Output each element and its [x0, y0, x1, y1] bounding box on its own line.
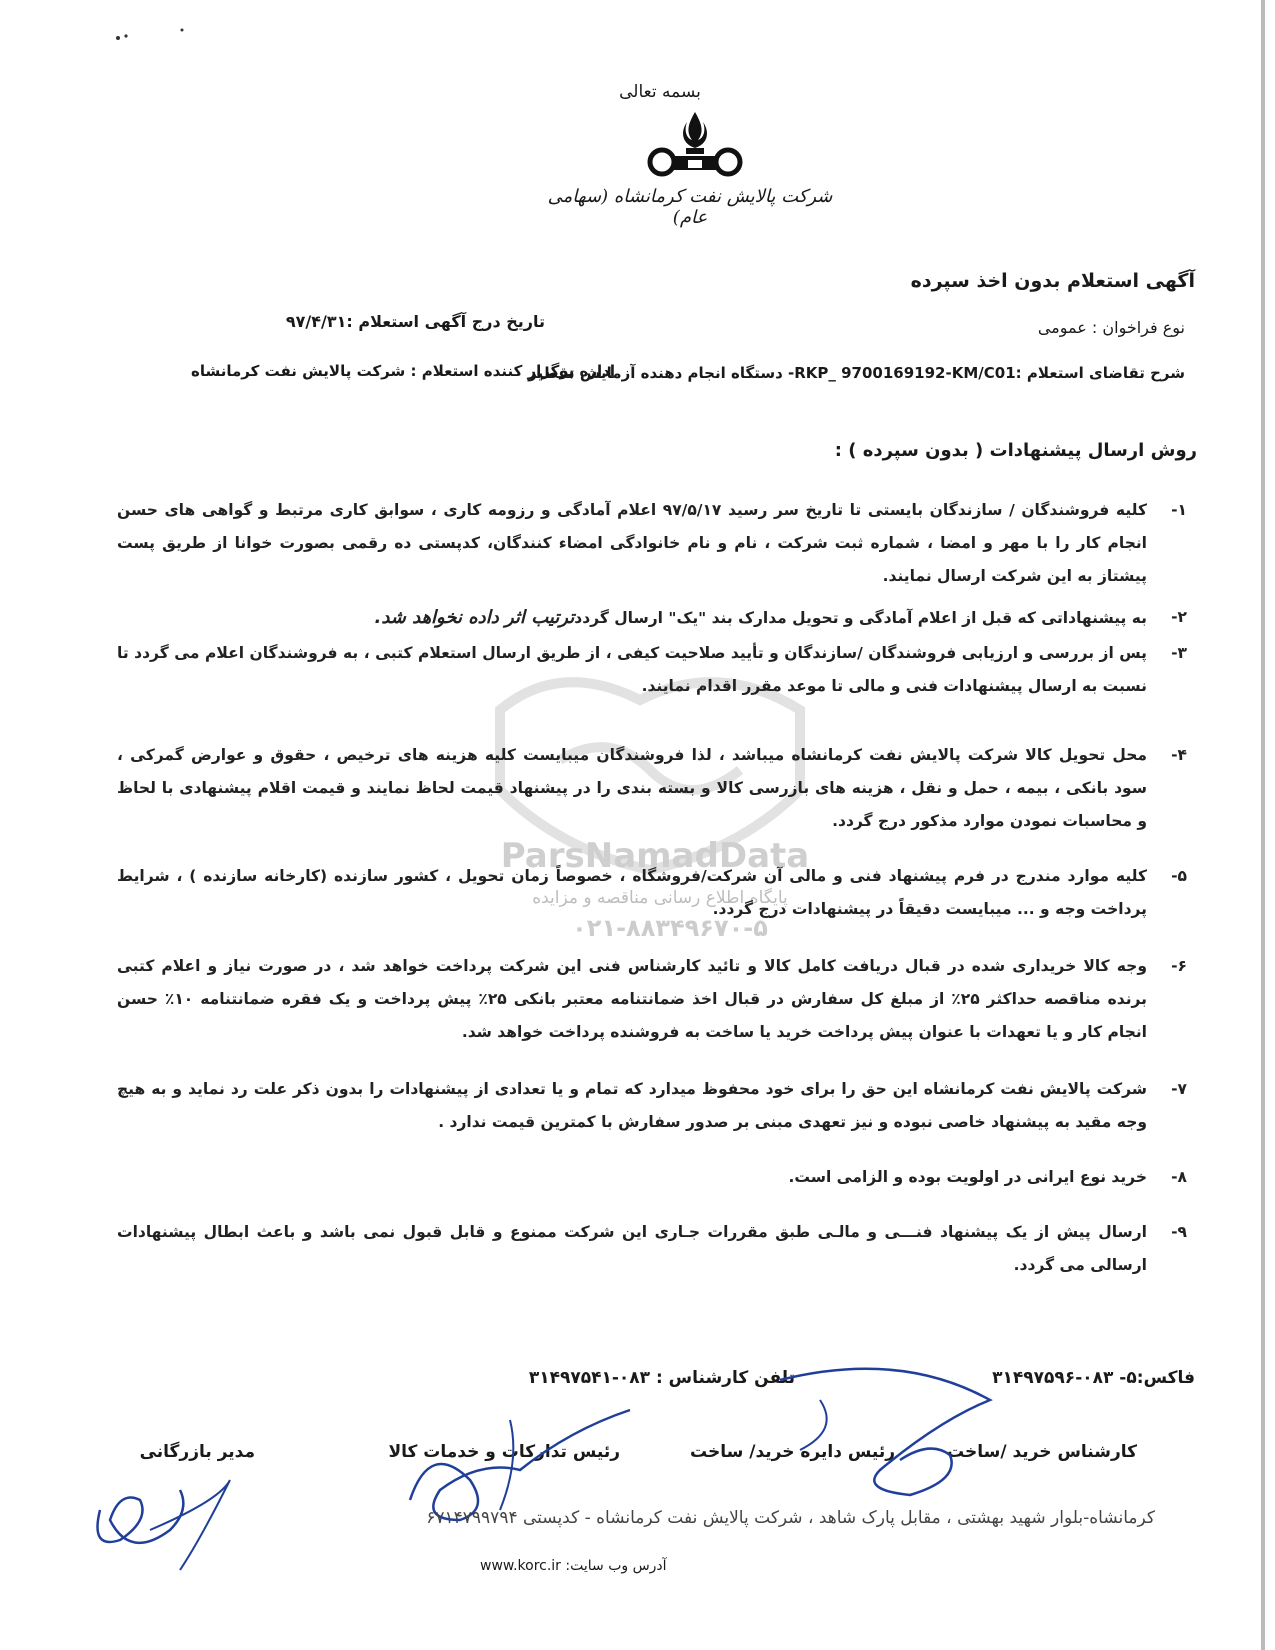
signature-expert [760, 1360, 1020, 1510]
watermark-brand: ParsNamadData [500, 836, 810, 876]
list-item: ۳- پس از بررسی و ارزیابی فروشندگان /سازندگان و تأیید صلاحیت کیفی ، از طریق ارسال استعلام کتبی ، به فروشندگان اعلام می گردد تا نسبت به ارسال پیشنهادات فنی و مالی تا موعد مقرر اقدام نمایند. [117, 644, 1187, 695]
list-item: ۱- کلیه فروشندگان / سازندگان بایستی تا تاریخ سر رسید ۹۷/۵/۱۷ اعلام آمادگی و رزومه کاری ، سوابق کاری مرتبط و گواهی های حسن انجام کار را با مهر و امضا ، شماره ثبت شرکت ، نام و نام خانوادگی امضاء کنندگان، کدپستی ده رقمی بصورت خوانا از طریق پست پیشتاز به این شرکت ارسال نمایند. [117, 501, 1187, 585]
footer-website[interactable]: آدرس وب سایت: www.korc.ir [480, 1558, 667, 1574]
bismillah: بسمه تعالی [619, 82, 701, 102]
company-name: شرکت پالایش نفت کرمانشاه (سهامی عام) [547, 186, 833, 228]
call-type: نوع فراخوان : عمومی [1037, 318, 1185, 337]
emphasis-text: ترتیب اثر داده نخواهد شد. [374, 607, 575, 628]
signature-label-head-purchase: رئیس دایره خرید/ ساخت [689, 1442, 895, 1462]
watermark-tagline: پایگاه اطلاع رسانی مناقصه و مزایده [532, 888, 788, 908]
scan-dust-marks [110, 22, 200, 46]
watermark-phone: ۰۲۱-۸۸۳۴۹۶۷۰-۵ [572, 914, 768, 942]
organizer: اداره برگزار کننده استعلام : شرکت پالایش نفت کرمانشاه [190, 362, 615, 380]
list-item: ۹- ارسال پیش از یک پیشنهاد فنـــی و مالـی طبق مقررات جـاری این شرکت ممنوع و قابل قبول نمی باشد و باعث ابطال پیشنهادات ارسالی می گردد. [117, 1223, 1187, 1274]
signature-label-head-procurement: رئیس تدارکات و خدمات کالا [388, 1442, 620, 1462]
footer-address: کرمانشاه-بلوار شهید بهشتی ، مقابل پارک شاهد ، شرکت پالایش نفت کرمانشاه - کدپستی ۶۷۱۴۷۹۹۷۹۴ [426, 1508, 1155, 1528]
signature-commerce-manager [80, 1470, 240, 1580]
list-item: ۵- کلیه موارد مندرج در فرم پیشنهاد فنی و مالی آن شرکت/فروشگاه ، خصوصاً زمان تحویل ، کشور سازنده (کارخانه سازنده ) ، شرایط پرداخت وجه و ... میبایست دقیقاً در پیشنهادات درج گردد. [117, 867, 1187, 918]
list-item: ۸- خرید نوع ایرانی در اولویت بوده و الزامی است. [788, 1168, 1187, 1186]
list-item: ۲- به پیشنهاداتی که قبل از اعلام آمادگی و تحویل مدارک بند "یک" ارسال گرددترتیب اثر داده نخواهد شد. [374, 607, 1187, 628]
signature-label-commerce-manager: مدیر بازرگانی [139, 1442, 255, 1462]
terms-list [117, 494, 1187, 1282]
expert-phone: تلفن کارشناس : ۰۸۳-۳۱۴۹۷۵۴۱ [528, 1368, 795, 1388]
inquiry-description: شرح تقاضای استعلام :RKP_ 9700169192-KM/C01- دستگاه انجام دهنده آزمایش تقطیر [528, 364, 1185, 382]
scan-edge-line [1261, 0, 1265, 1650]
section-title: روش ارسال پیشنهادات ( بدون سپرده ) : [834, 440, 1197, 461]
announcement-date: تاریخ درج آگهی استعلام :۹۷/۴/۳۱ [285, 312, 545, 331]
list-item: ۶- وجه کالا خریداری شده در قبال دریافت کامل کالا و تائید کارشناس فنی این شرکت پرداخت خواهد شد ، در صورت نیاز و اعلام کتبی برنده مناقصه حداکثر ۲۵٪ از مبلغ کل سفارش در قبال اخذ ضمانتنامه معتبر بانکی ۲۵٪ پیش پرداخت و یک فقره ضمانتنامه ۱۰٪ حسن انجام کار و یا تعهدات با عنوان پیش پرداخت خرید یا ساخت به فروشنده پرداخت خواهد شد. [117, 957, 1187, 1041]
fax-number: فاکس:۵- ۰۸۳-۳۱۴۹۷۵۹۶ [992, 1368, 1195, 1388]
nioc-flame-logo-icon [640, 110, 750, 180]
list-item: ۴- محل تحویل کالا شرکت پالایش نفت کرمانشاه میباشد ، لذا فروشندگان میبایست کلیه هزینه های ترخیص ، حقوق و عوارض گمرکی ، سود بانکی ، بیمه ، حمل و نقل ، هزینه های بازرسی کالا و بسته بندی را در پیشنهاد قیمت لحاظ نمایند و قیمت اقلام پیشنهادی با لحاظ و محاسبات نمودن موارد مذکور درج گردد. [117, 746, 1187, 830]
notice-title: آگهی استعلام بدون اخذ سپرده [910, 270, 1195, 292]
list-item: ۷- شرکت پالایش نفت کرمانشاه این حق را برای خود محفوظ میدارد که تمام و یا تعدادی از پیشنهادات را بدون ذکر علت رد نماید و به هیچ وجه مقید به پیشنهاد خاصی نبوده و نیز تعهدی مبنی بر صدور سفارش با کمترین قیمت ندارد . [117, 1080, 1187, 1131]
signature-label-expert: کارشناس خرید /ساخت [947, 1442, 1137, 1462]
